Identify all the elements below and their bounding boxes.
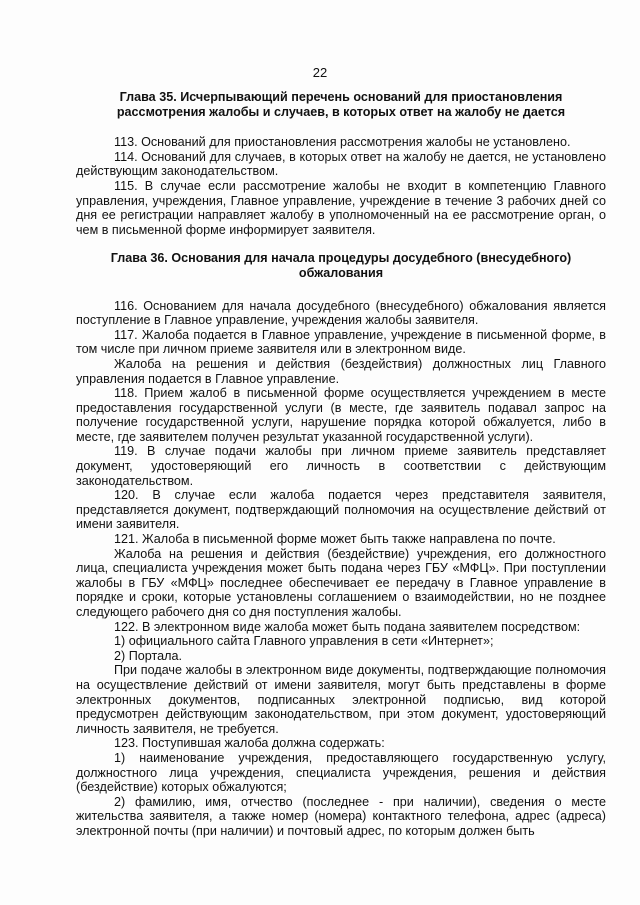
paragraph-123-item-1: 1) наименование учреждения, предоставляющего государственную услугу, должностного лица учреждения, специалиста учреждения, решения и действия (бездействие) которых обжалуются; [76,750,606,795]
paragraph-117: 117. Жалоба подается в Главное управление, учреждение в письменной форме, в том числе при личном приеме заявителя или в электронном виде. [76,327,606,357]
paragraph-121-cont: Жалоба на решения и действия (бездействие) учреждения, его должностного лица, специалиста учреждения может быть подана через ГБУ «МФЦ». При поступлении жалобы в ГБУ «МФЦ» последнее обеспечивает ее передачу в Главное управление в порядке и сроки, которые установлены соглашением о взаимодействии, но не позднее следующего рабочего дня со дня поступления жалобы. [76,546,606,619]
paragraph-120: 120. В случае если жалоба подается через представителя заявителя, представляется документ, подтверждающий полномочия на осуществление действий от имени заявителя. [76,488,606,532]
chapter-35-title: Глава 35. Исчерпывающий перечень оснований для приостановления рассмотрения жалобы и случаев, в которых ответ на жалобу не дается [116,90,566,119]
paragraph-117-cont: Жалоба на решения и действия (бездействия) должностных лиц Главного управления подается в Главное управление. [76,356,606,386]
paragraph-115: 115. В случае если рассмотрение жалобы не входит в компетенцию Главного управления, учреждения, Главное управление, учреждение в течение 3 рабочих дней со дня ее регистрации направляет жалобу в уполномоченный на ее рассмотрение орган, о чем в письменной форме информирует заявителя. [76,178,606,237]
paragraph-114: 114. Оснований для случаев, в которых ответ на жалобу не дается, не установлено действующим законодательством. [76,149,606,179]
paragraph-113: 113. Оснований для приостановления рассмотрения жалобы не установлено. [114,135,571,150]
paragraph-116: 116. Основанием для начала досудебного (внесудебного) обжалования является поступление в Главное управление, учреждения жалобы заявителя. [76,298,606,328]
paragraph-118: 118. Прием жалоб в письменной форме осуществляется учреждением в месте предоставления государственной услуги (в месте, где заявитель подавал запрос на получение государственной услуги, нарушение порядка которой обжалуется, либо в месте, где заявителем получен результат указанной государственной услуги). [76,386,606,444]
paragraph-123-item-2: 2) фамилию, имя, отчество (последнее - при наличии), сведения о месте жительства заявителя, а также номер (номера) контактного телефона, адрес (адреса) электронной почты (при наличии) и почтовый адрес, по которым должен быть [76,794,606,838]
paragraph-121: 121. Жалоба в письменной форме может быть также направлена по почте. [114,532,556,547]
chapter-36-title: Глава 36. Основания для начала процедуры досудебного (внесудебного) обжалования [110,251,572,280]
paragraph-122-cont: При подаче жалобы в электронном виде документы, подтверждающие полномочия на осуществление действий от имени заявителя, могут быть представлены в форме электронных документов, подписанных электронной подписью, вид которой предусмотрен действующим законодательством, при этом документ, удостоверяющий личность заявителя, не требуется. [76,663,606,736]
paragraph-122: 122. В электронном виде жалоба может быть подана заявителем посредством: [114,619,581,634]
paragraph-123: 123. Поступившая жалоба должна содержать: [114,736,385,751]
page-number: 22 [312,65,328,80]
paragraph-122-item-2: 2) Портала. [114,648,182,663]
document-body [76,90,606,839]
paragraph-119: 119. В случае подачи жалобы при личном приеме заявитель представляет документ, удостоверяющий его личность в соответствии с действующим законодательством. [76,444,606,488]
paragraph-122-item-1: 1) официального сайта Главного управления в сети «Интернет»; [114,634,494,649]
